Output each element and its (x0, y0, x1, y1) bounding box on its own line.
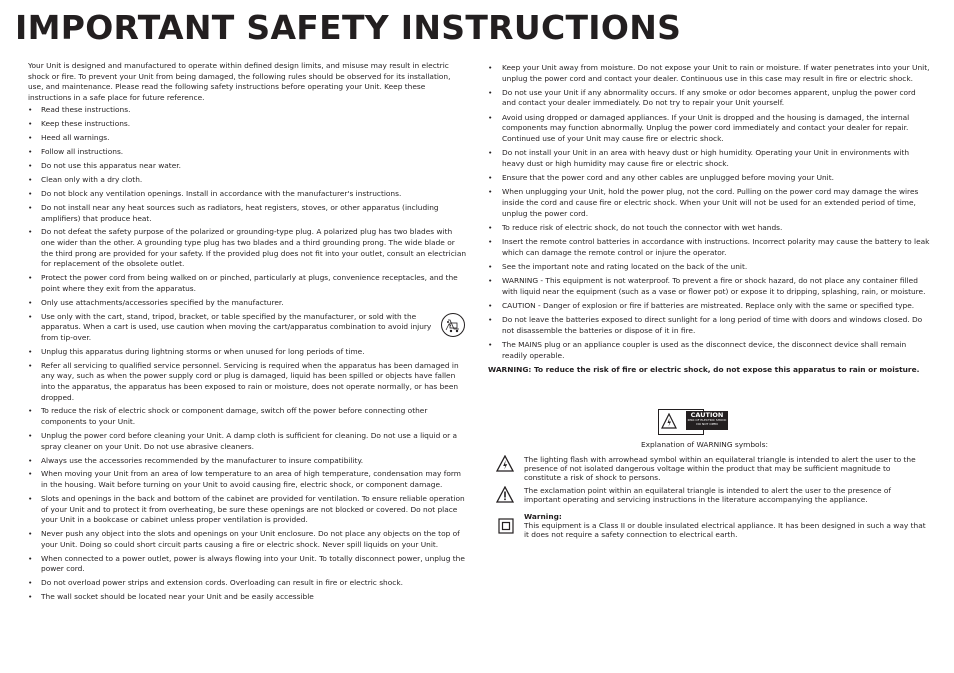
list-item: • Do not use this apparatus near water. (28, 161, 181, 171)
bullet: • (28, 469, 33, 479)
list-item: • Never push any object into the slots and openings on your Unit enclosure. Do not place any objects on the top of your Unit. Doing so could short circuit parts causing a fire or electric shock. Never spill liquids on your Unit. (28, 529, 460, 549)
left-instruction-list (28, 105, 468, 602)
explanation-heading: Explanation of WARNING symbols: (641, 440, 768, 449)
list-item: • Do not use your Unit if any abnormality occurs. If any smoke or odor becomes apparent, unplug the power cord and contact your dealer immediately. Do not try to repair your Unit yourself. (488, 87, 916, 108)
list-item: • To reduce the risk of electric shock or component damage, switch off the power before connecting other components to your Unit. (28, 406, 428, 427)
list-item: • Do not leave the batteries exposed to direct sunlight for a long period of time with doors and windows closed. Do not disassemble the batteries or dispose of it in fire. (488, 315, 923, 336)
list-item: • Ensure that the power cord and any other cables are unplugged before moving your Unit. (488, 173, 834, 183)
bullet: • (28, 202, 33, 212)
bullet: • (28, 297, 33, 307)
bullet: • (28, 227, 33, 237)
bullet: • (28, 360, 33, 370)
list-item: • Do not install your Unit in an area with heavy dust or high humidity. Operating your Unit in environments with heavy dust or high humidity may cause fire or electric shock. (488, 148, 910, 168)
symbol-exclamation-text: The exclamation point within an equilateral triangle is intended to alert the user to the presence of important operating and servicing instructions in the literature accompanying the appliance. (524, 486, 892, 504)
list-item: • Avoid using dropped or damaged appliances. If your Unit is dropped and the housing is damaged, the internal components may function abnormally. Unplug the power cord immediately and contact your dealer for repair. Continued use of your Unit may cause fire or electric shock. (488, 112, 910, 143)
lightning-triangle-icon (661, 413, 677, 429)
list-item: • CAUTION - Danger of explosion or fire if batteries are mistreated. Replace only with the same or specified type. (488, 301, 915, 311)
list-item: • Do not install near any heat sources such as radiators, heat registers, stoves, or other apparatus (including amplifiers) that produce heat. (28, 202, 439, 223)
bullet: • (28, 406, 33, 416)
list-item: • When connected to a power outlet, power is always flowing into your Unit. To totally disconnect power, unplug the power cord. (28, 553, 465, 574)
exclamation-triangle-icon (496, 486, 514, 503)
list-item: • Follow all instructions. (28, 147, 124, 157)
bullet: • (28, 175, 33, 185)
page-title: IMPORTANT SAFETY INSTRUCTIONS (15, 8, 682, 47)
bullet: • (488, 63, 493, 72)
bullet: • (28, 133, 33, 143)
bullet: • (28, 592, 33, 602)
bullet: • (488, 187, 493, 197)
list-item: • Unplug the power cord before cleaning your Unit. A damp cloth is sufficient for cleaning. Do not use a liquid or a spray cleaner on your Unit. Do not use abrasive cleaners. (28, 430, 458, 451)
bullet: • (28, 578, 33, 588)
list-item: • Always use the accessories recommended by the manufacturer to insure compatibility. (28, 455, 364, 465)
warning-statement: WARNING: To reduce the risk of fire or electric shock, do not expose this apparatus to rain or moisture. (488, 365, 920, 375)
bullet: • (28, 553, 33, 563)
bullet: • (488, 237, 493, 247)
intro-paragraph: Your Unit is designed and manufactured to operate within defined design limits, and misuse may result in electric shock or fire. To prevent your Unit from being damaged, the following rules should be observed for its installation, use, and maintenance. Please read the following safety instructions before operating your Unit. Keep these instructions in a safe place for future reference. (28, 61, 451, 102)
list-item: • Unplug this apparatus during lightning storms or when unused for long periods of time. (28, 346, 365, 356)
bullet: • (28, 147, 33, 157)
list-item: • Insert the remote control batteries in accordance with instructions. Incorrect polarity may cause the battery to leak which can damage the remote control or injure the operator. (488, 237, 930, 257)
class2-title: Warning: (524, 512, 562, 521)
bullet: • (488, 222, 493, 232)
caution-small-text: RISK OF ELECTRIC SHOCK DO NOT OPEN (687, 418, 727, 426)
list-item: • Keep your Unit away from moisture. Do not expose your Unit to rain or moisture. If water penetrates into your Unit, unplug the power cord and contact your dealer. Continuous use in this case may result in fire or electric shock. (488, 63, 930, 83)
bullet: • (488, 173, 493, 183)
cart-warning-icon (440, 312, 466, 338)
list-item: • When moving your Unit from an area of low temperature to an area of high temperature, condensation may form in the housing. Wait before turning on your Unit to avoid causing fire, electric shock, or component damage. (28, 469, 462, 490)
right-column (488, 63, 930, 376)
bullet: • (488, 148, 493, 158)
list-item: • Heed all warnings. (28, 133, 110, 143)
list-item: • Do not overload power strips and extension cords. Overloading can result in fire or electric shock. (28, 578, 403, 588)
list-item: • Use only with the cart, stand, tripod, bracket, or table specified by the manufacturer, or sold with the apparatus. When a cart is used, use caution when moving the cart/apparatus combination to avoid injury from tip-over. (28, 312, 468, 344)
caution-label (686, 411, 728, 430)
bullet: • (28, 430, 33, 440)
list-item: • Only use attachments/accessories specified by the manufacturer. (28, 297, 284, 307)
list-item: • The wall socket should be located near your Unit and be easily accessible (28, 592, 314, 602)
caution-label-text: CAUTION (690, 411, 724, 419)
class2-text-block (524, 512, 928, 539)
right-instruction-list (488, 63, 930, 362)
bullet: • (488, 315, 493, 325)
left-column (28, 61, 468, 606)
bullet: • (488, 276, 493, 286)
list-item: • When unplugging your Unit, hold the power plug, not the cord. Pulling on the power cord may damage the wires inside the cord and cause fire or electric shock. When your Unit will not be used for an extended period of time, unplug the power cord. (488, 187, 919, 218)
bullet: • (28, 493, 33, 503)
bullet: • (28, 161, 33, 171)
bullet: • (488, 262, 493, 271)
bullet: • (488, 87, 493, 97)
bullet: • (28, 189, 33, 198)
list-item: • Keep these instructions. (28, 119, 131, 129)
list-item: • To reduce risk of electric shock, do not touch the connector with wet hands. (488, 222, 783, 232)
bullet: • (488, 112, 493, 122)
bullet: • (488, 340, 493, 350)
bullet: • (28, 529, 33, 539)
list-item: • Refer all servicing to qualified service personnel. Servicing is required when the apparatus has been damaged in any way, such as when the power supply cord or plug is damaged, liquid has been spilled or objects have fallen into the apparatus, the apparatus has been exposed to rain or moisture, does not operate normally, or has been dropped. (28, 360, 459, 402)
list-item: • Protect the power cord from being walked on or pinched, particularly at plugs, convenience receptacles, and the point where they exit from the apparatus. (28, 273, 458, 293)
list-item: • Clean only with a dry cloth. (28, 175, 143, 185)
bullet: • (488, 301, 493, 311)
bullet: • (28, 119, 33, 129)
list-item: • WARNING - This equipment is not waterproof. To prevent a fire or shock hazard, do not place any container filled with liquid near the equipment (such as a vase or flower pot) or expose it to dripping, splashing, rain, or moisture. (488, 276, 926, 296)
list-item: • The MAINS plug or an appliance coupler is used as the disconnect device, the disconnect device shall remain readily operable. (488, 340, 907, 360)
list-item: • Do not block any ventilation openings. Install in accordance with the manufacturer's instructions. (28, 189, 402, 198)
bullet: • (28, 273, 33, 283)
double-square-icon (498, 518, 516, 536)
list-item: • Slots and openings in the back and bottom of the cabinet are provided for ventilation. To ensure reliable operation of your Unit and to protect it from overheating, be sure these openings are not blocked or covered. Do not place your Unit in a bookcase or cabinet unless proper ventilation is provided. (28, 493, 465, 525)
bullet: • (28, 455, 33, 465)
bullet: • (28, 311, 33, 321)
bullet: • (28, 105, 33, 115)
list-item: • See the important note and rating located on the back of the unit. (488, 262, 748, 271)
lightning-triangle-icon (496, 455, 514, 472)
bullet: • (28, 346, 33, 356)
list-item: • Read these instructions. (28, 105, 131, 115)
symbol-bolt-text: The lighting flash with arrowhead symbol within an equilateral triangle is intended to alert the user to the presence of not isolated dangerous voltage within the product that may be sufficient magnitude to constitute a risk of shock to persons. (524, 455, 916, 482)
list-item: • Do not defeat the safety purpose of the polarized or grounding-type plug. A polarized plug has two blades with one wider than the other. A grounding type plug has two blades and a third grounding prong. The wide blade or the third prong are provided for your safety. If the provided plug does not fit into your outlet, consult an electrician for replacement of the obsolete outlet. (28, 227, 467, 269)
class2-text: This equipment is a Class II or double insulated electrical appliance. It has been designed in such a way that it does not require a safety connection to electrical earth. (524, 521, 926, 539)
